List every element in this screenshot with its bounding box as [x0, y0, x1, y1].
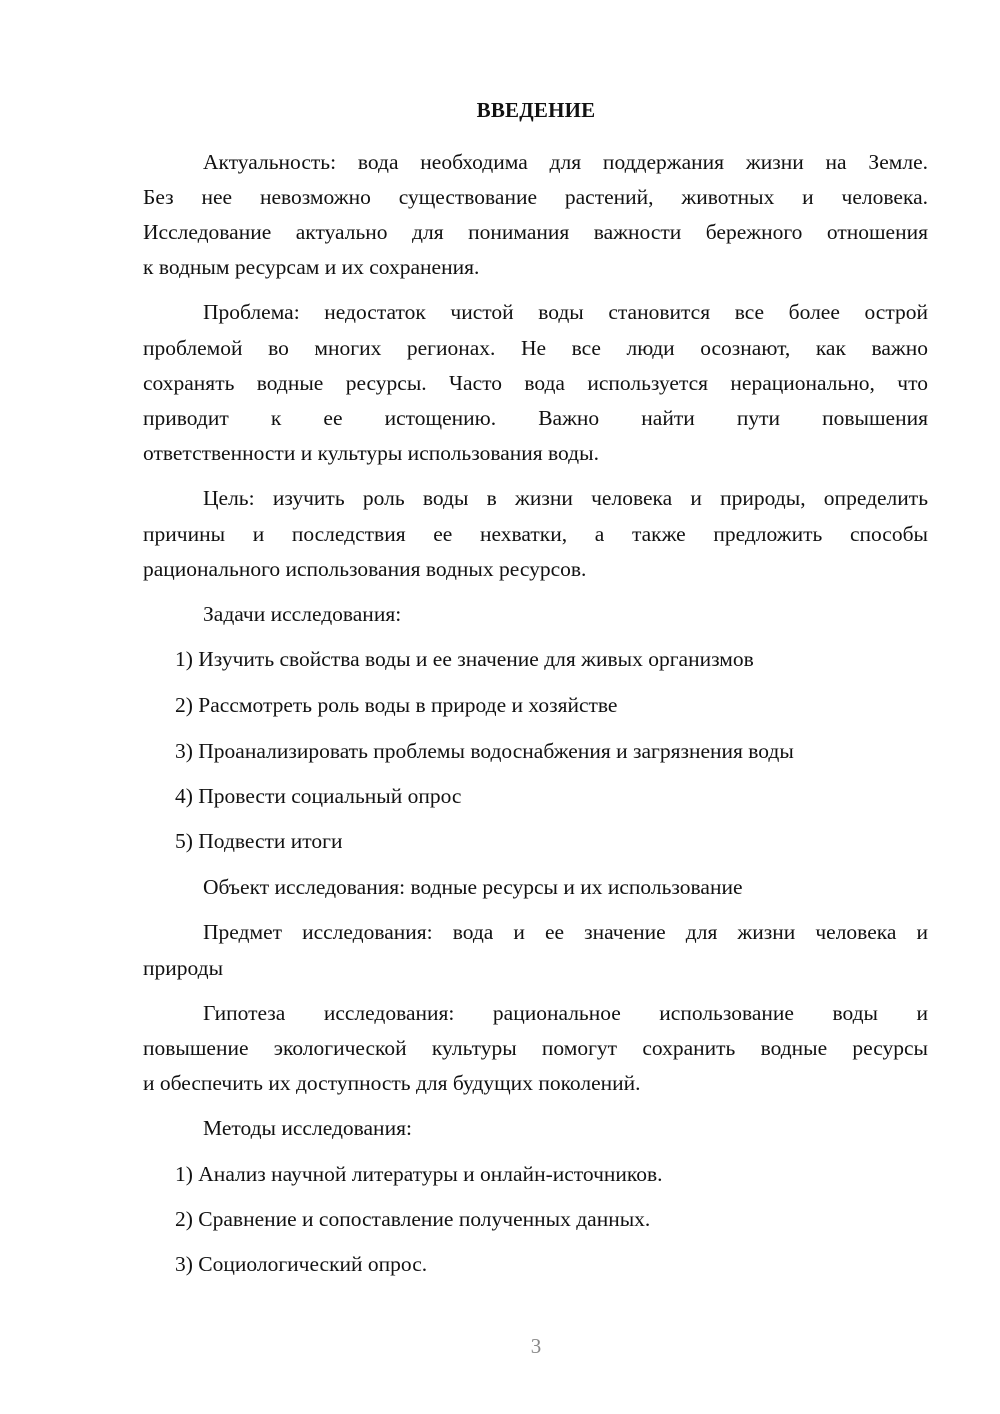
- task-item: 2) Рассмотреть роль воды в природе и хозяйстве: [175, 693, 618, 717]
- task-item: 4) Провести социальный опрос: [175, 784, 462, 808]
- methods-heading: Методы исследования:: [203, 1116, 412, 1140]
- problem-line: Проблема: недостаток чистой воды становится все более острой: [203, 300, 928, 324]
- page-number: 3: [530, 1334, 542, 1358]
- relevance-line: Актуальность: вода необходима для поддержания жизни на Земле.: [203, 150, 928, 174]
- goal-line: причины и последствия ее нехватки, а также предложить способы: [143, 522, 928, 546]
- subject-line: природы: [143, 956, 224, 980]
- hypothesis-line: Гипотеза исследования: рациональное использование воды и: [203, 1001, 928, 1025]
- hypothesis-line: и обеспечить их доступность для будущих поколений.: [143, 1071, 641, 1095]
- section-title: ВВЕДЕНИЕ: [476, 98, 596, 122]
- tasks-heading: Задачи исследования:: [203, 602, 402, 626]
- problem-line: приводит к ее истощению. Важно найти пути повышения: [143, 406, 928, 430]
- hypothesis-line: повышение экологической культуры помогут сохранить водные ресурсы: [143, 1036, 928, 1060]
- goal-line: рационального использования водных ресурсов.: [143, 557, 587, 581]
- method-item: 1) Анализ научной литературы и онлайн-источников.: [175, 1162, 663, 1186]
- problem-line: ответственности и культуры использования воды.: [143, 441, 599, 465]
- relevance-line: к водным ресурсам и их сохранения.: [143, 255, 480, 279]
- task-item: 5) Подвести итоги: [175, 829, 343, 853]
- task-item: 3) Проанализировать проблемы водоснабжения и загрязнения воды: [175, 739, 794, 763]
- problem-line: сохранять водные ресурсы. Часто вода используется нерационально, что: [143, 371, 928, 395]
- task-item: 1) Изучить свойства воды и ее значение для живых организмов: [175, 647, 754, 671]
- relevance-line: Исследование актуально для понимания важности бережного отношения: [143, 220, 928, 244]
- method-item: 3) Социологический опрос.: [175, 1252, 428, 1276]
- object-line: Объект исследования: водные ресурсы и их использование: [203, 875, 743, 899]
- subject-line: Предмет исследования: вода и ее значение для жизни человека и: [203, 920, 928, 944]
- problem-line: проблемой во многих регионах. Не все люди осознают, как важно: [143, 336, 928, 360]
- relevance-line: Без нее невозможно существование растений, животных и человека.: [143, 185, 928, 209]
- goal-line: Цель: изучить роль воды в жизни человека и природы, определить: [203, 486, 928, 510]
- method-item: 2) Сравнение и сопоставление полученных данных.: [175, 1207, 651, 1231]
